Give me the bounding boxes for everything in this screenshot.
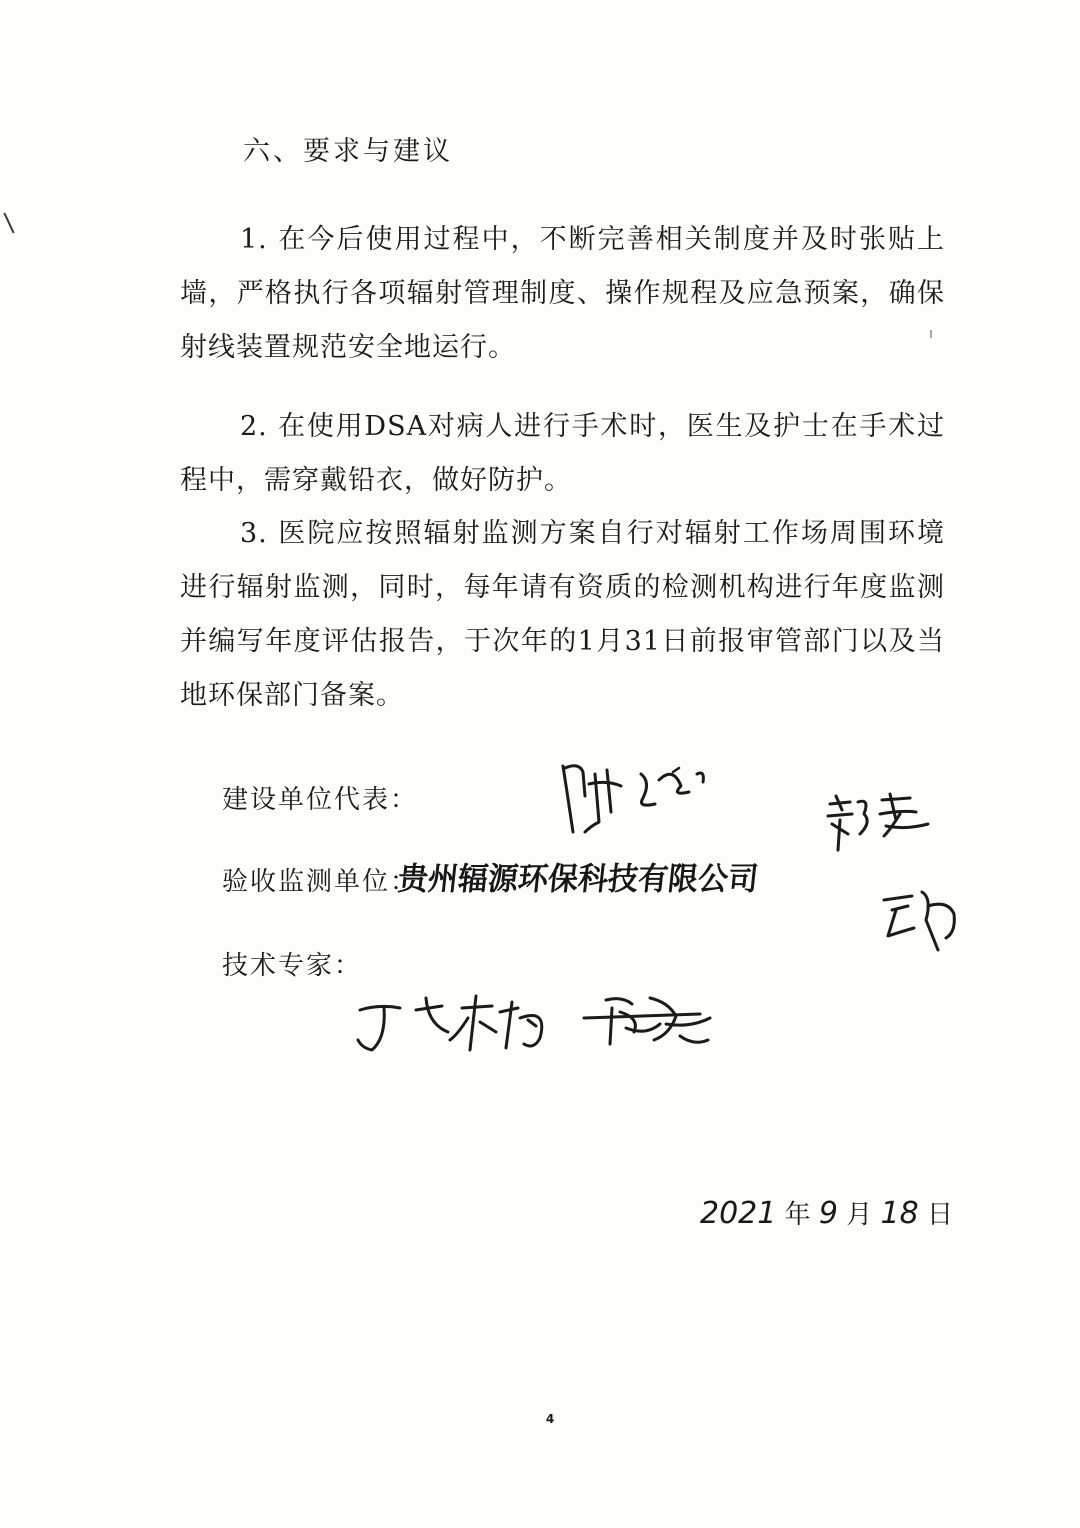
signing-date (700, 1192, 953, 1237)
date-day-unit: 日 (927, 1200, 954, 1230)
monitoring-unit-label: 验收监测单位： (222, 867, 419, 897)
builder-representative-label: 建设单位代表： (222, 785, 419, 815)
date-year-unit: 年 (784, 1200, 811, 1230)
date-month: 9 (818, 1196, 838, 1231)
page-number: 4 (545, 1412, 555, 1426)
section-heading: 六、要求与建议 (243, 136, 453, 167)
scan-mark (3, 213, 14, 234)
official-signature-1 (820, 790, 940, 860)
technical-expert-label: 技术专家： (222, 951, 363, 981)
builder-signature (555, 752, 735, 852)
requirement-paragraph-1: 1. 在今后使用过程中，不断完善相关制度并及时张贴上墙，严格执行各项辐射管理制度、操作规程及应急预案，确保射线装置规范安全地运行。 (180, 224, 945, 363)
requirement-paragraph-3: 3. 医院应按照辐射监测方案自行对辐射工作场周围环境进行辐射监测，同时，每年请有资质的检测机构进行年度监测并编写年度评估报告，于次年的1月31日前报审管部门以及当地环保部门备案。 (180, 518, 945, 711)
date-day: 18 (880, 1196, 919, 1231)
date-month-unit: 月 (846, 1200, 873, 1230)
technical-expert-signatures (350, 988, 740, 1068)
monitoring-unit-signature: 贵州辐源环保科技有限公司 (396, 861, 760, 898)
requirement-paragraph-2: 2. 在使用DSA对病人进行手术时，医生及护士在手术过程中，需穿戴铅衣，做好防护。 (180, 411, 945, 496)
official-signature-2 (878, 880, 968, 960)
date-year: 2021 (700, 1196, 777, 1231)
